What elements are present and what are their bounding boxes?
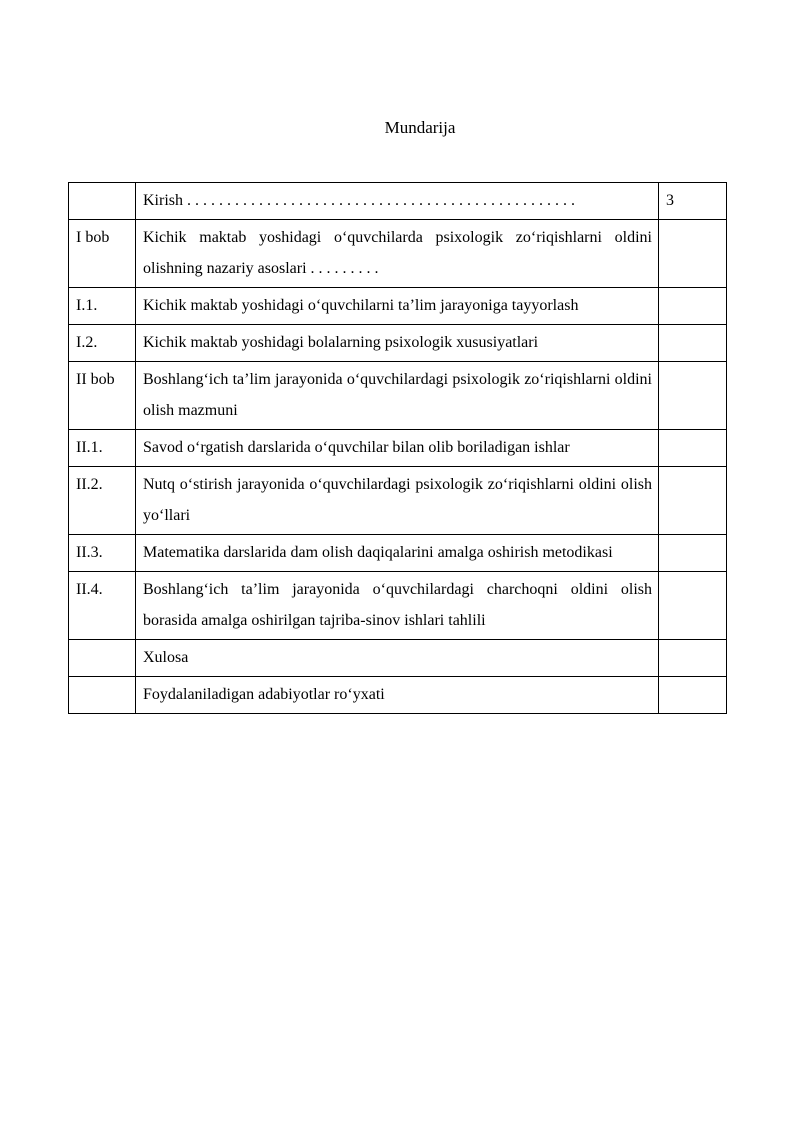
toc-number: I.2.	[69, 325, 136, 362]
toc-number: II.3.	[69, 535, 136, 572]
toc-page-number	[659, 362, 727, 430]
toc-page-number	[659, 220, 727, 288]
toc-entry-title: Kichik maktab yoshidagi o‘quvchilarni ta’lim jarayoniga tayyorlash	[136, 288, 659, 325]
toc-number: II.2.	[69, 467, 136, 535]
toc-number	[69, 677, 136, 714]
toc-row-section-1-1	[69, 288, 727, 325]
toc-row-conclusion	[69, 640, 727, 677]
toc-entry-title: Boshlang‘ich ta’lim jarayonida o‘quvchilardagi charchoqni oldini olish borasida amalga oshirilgan tajriba-sinov ishlari tahlili	[136, 572, 659, 640]
toc-number: II.4.	[69, 572, 136, 640]
toc-entry-title: Matematika darslarida dam olish daqiqalarini amalga oshirish metodikasi	[136, 535, 659, 572]
toc-entry-title: Foydalaniladigan adabiyotlar ro‘yxati	[136, 677, 659, 714]
toc-number: I bob	[69, 220, 136, 288]
toc-number	[69, 640, 136, 677]
toc-row-chapter-2	[69, 362, 727, 430]
toc-entry-title: Savod o‘rgatish darslarida o‘quvchilar bilan olib boriladigan ishlar	[136, 430, 659, 467]
toc-entry-title: Kichik maktab yoshidagi bolalarning psixologik xususiyatlari	[136, 325, 659, 362]
toc-page-number: 3	[659, 183, 727, 220]
toc-number: I.1.	[69, 288, 136, 325]
toc-page-number	[659, 572, 727, 640]
toc-page-number	[659, 677, 727, 714]
toc-entry-title: Kichik maktab yoshidagi o‘quvchilarda psixologik zo‘riqishlarni oldini olishning nazariy asoslari . . . . . . . . .	[136, 220, 659, 288]
toc-row-section-2-2	[69, 467, 727, 535]
toc-page-number	[659, 467, 727, 535]
toc-number: II.1.	[69, 430, 136, 467]
toc-number: II bob	[69, 362, 136, 430]
toc-entry-title: Xulosa	[136, 640, 659, 677]
toc-row-references	[69, 677, 727, 714]
document-title: Mundarija	[384, 118, 456, 137]
toc-row-section-2-4	[69, 572, 727, 640]
toc-row-section-1-2	[69, 325, 727, 362]
table-of-contents	[68, 182, 727, 714]
toc-row-section-2-3	[69, 535, 727, 572]
toc-row-section-2-1	[69, 430, 727, 467]
toc-page-number	[659, 640, 727, 677]
toc-number	[69, 183, 136, 220]
toc-page-number	[659, 325, 727, 362]
toc-entry-title: Kirish . . . . . . . . . . . . . . . . . . . . . . . . . . . . . . . . . . . . . . . . . . . . . . . . .	[136, 183, 659, 220]
toc-page-number	[659, 288, 727, 325]
toc-page-number	[659, 430, 727, 467]
toc-entry-title: Nutq o‘stirish jarayonida o‘quvchilardagi psixologik zo‘riqishlarni oldini olish yo‘llari	[136, 467, 659, 535]
toc-row-introduction	[69, 183, 727, 220]
toc-entry-title: Boshlang‘ich ta’lim jarayonida o‘quvchilardagi psixologik zo‘riqishlarni oldini olish mazmuni	[136, 362, 659, 430]
toc-row-chapter-1	[69, 220, 727, 288]
toc-page-number	[659, 535, 727, 572]
